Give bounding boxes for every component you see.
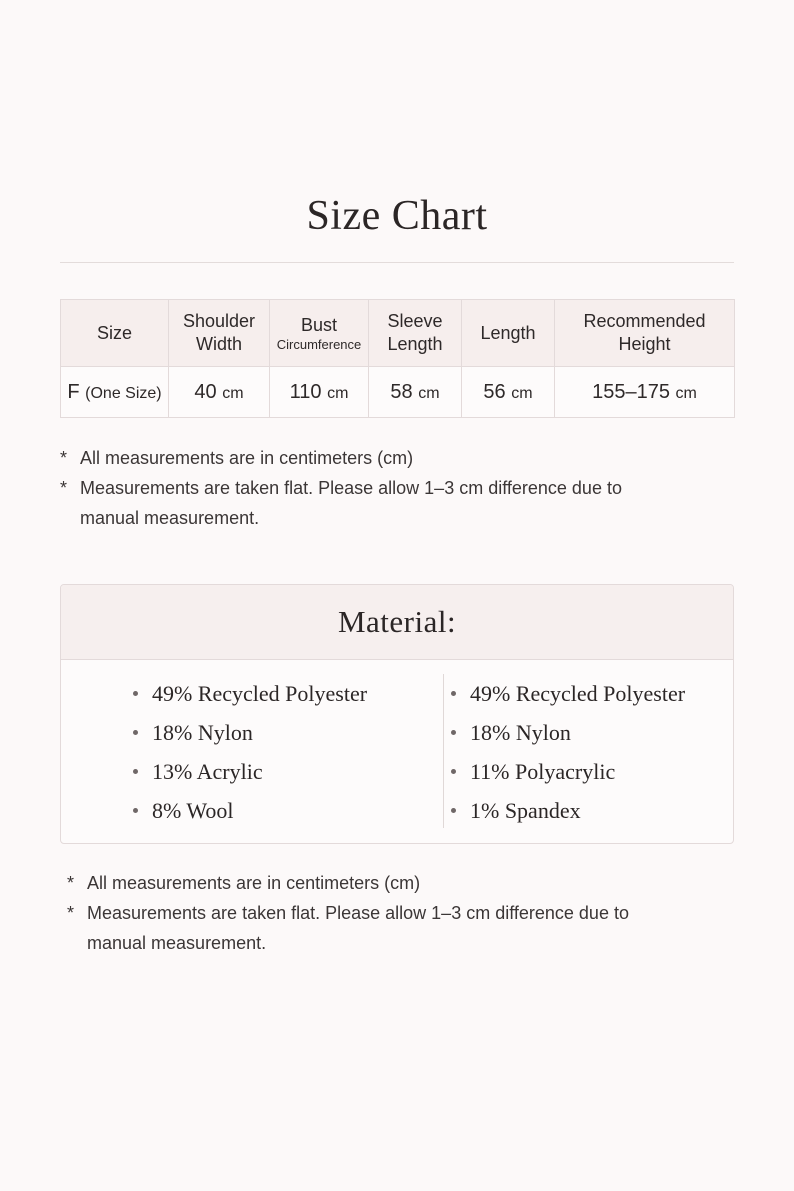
list-item: 11% Polyacrylic — [451, 752, 685, 791]
list-item: 8% Wool — [133, 791, 367, 830]
bullet-icon — [451, 730, 456, 735]
note-item: * All measurements are in centimeters (cm) — [67, 873, 421, 893]
header-length: Length — [462, 300, 555, 367]
note-item: * Measurements are taken flat. Please allow 1–3 cm difference due to — [60, 478, 622, 498]
measurement-notes-bottom — [67, 868, 629, 958]
material-columns — [61, 660, 733, 843]
note-item-continued: manual measurement. — [80, 508, 260, 528]
list-item: 49% Recycled Polyester — [133, 674, 367, 713]
list-item: 18% Nylon — [451, 713, 685, 752]
list-item: 18% Nylon — [133, 713, 367, 752]
page-title: Size Chart — [306, 193, 488, 239]
table-header-row — [61, 300, 735, 367]
cell-length: 56 cm — [462, 367, 555, 418]
header-shoulder-width: Shoulder Width — [169, 300, 270, 367]
bullet-icon — [451, 808, 456, 813]
note-item: * All measurements are in centimeters (cm) — [60, 448, 414, 468]
list-item: 13% Acrylic — [133, 752, 367, 791]
cell-size: F (One Size) — [61, 367, 169, 418]
header-bust-circumference: Bust Circumference — [270, 300, 369, 367]
list-item: 49% Recycled Polyester — [451, 674, 685, 713]
header-size: Size — [61, 300, 169, 367]
header-recommended-height: Recommended Height — [555, 300, 735, 367]
bullet-icon — [133, 808, 138, 813]
bullet-icon — [133, 769, 138, 774]
cell-height: 155–175 cm — [555, 367, 735, 418]
cell-bust: 110 cm — [270, 367, 369, 418]
cell-sleeve: 58 cm — [369, 367, 462, 418]
bullet-icon — [451, 691, 456, 696]
bullet-icon — [451, 769, 456, 774]
table-row — [61, 367, 735, 418]
note-item: * Measurements are taken flat. Please allow 1–3 cm difference due to — [67, 903, 629, 923]
cell-shoulder: 40 cm — [169, 367, 270, 418]
size-table — [60, 299, 735, 418]
title-divider — [60, 262, 734, 263]
bullet-icon — [133, 691, 138, 696]
bullet-icon — [133, 730, 138, 735]
material-title: Material: — [61, 585, 733, 660]
material-box — [60, 584, 734, 844]
column-divider — [443, 674, 444, 828]
list-item: 1% Spandex — [451, 791, 685, 830]
measurement-notes — [60, 443, 622, 533]
header-sleeve-length: Sleeve Length — [369, 300, 462, 367]
material-list-right — [451, 674, 685, 830]
material-list-left — [133, 674, 367, 830]
note-item-continued: manual measurement. — [87, 933, 267, 953]
